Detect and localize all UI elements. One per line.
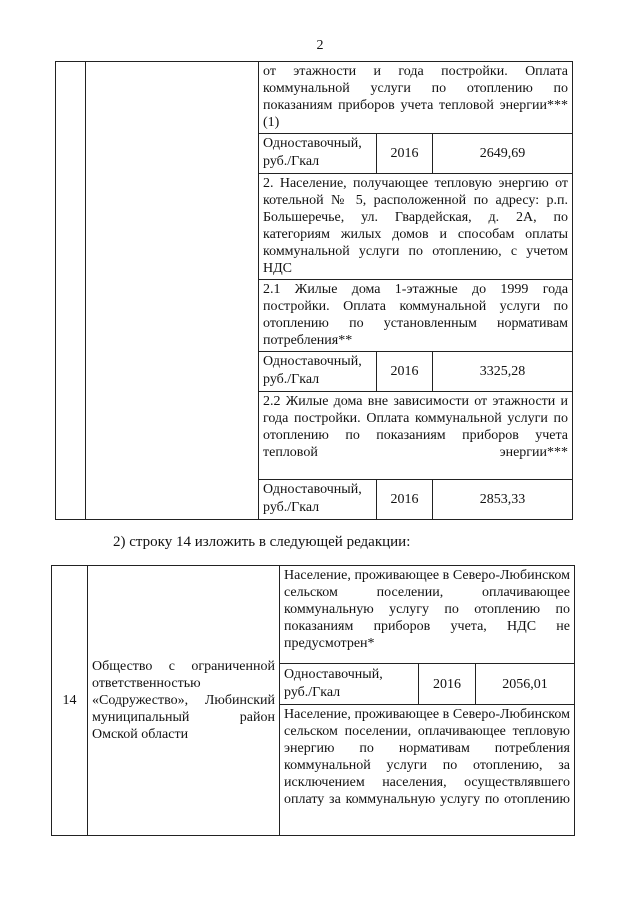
page-number: 2: [316, 38, 324, 53]
tariff-table-continued: [55, 61, 573, 520]
tariff-unit: Одноставочный, руб./Гкал: [259, 480, 377, 520]
tariff-table-row-14: [51, 565, 575, 836]
amendment-instruction: 2) строку 14 изложить в следующей редакции:: [113, 534, 411, 550]
tariff-year: 2016: [377, 480, 433, 520]
tariff-value: 2056,01: [476, 664, 575, 705]
tariff-year: 2016: [377, 134, 433, 174]
category-text: 2.2 Жилые дома вне зависимости от этажности и года постройки. Оплата коммунальной услуги по отоплению по показаниям приборов учета тепловой энергии***: [259, 392, 573, 480]
tariff-value: 2853,33: [433, 480, 573, 520]
tariff-year: 2016: [377, 352, 433, 392]
tariff-value: 2649,69: [433, 134, 573, 174]
tariff-unit: Одноставочный, руб./Гкал: [280, 664, 419, 705]
category-text: Население, проживающее в Северо-Любинском сельском поселении, оплачивающее тепловую энергию по нормативам потребления коммунальной услуги по отоплению, за исключением населения, осуществлявшего оплату за коммунальную услугу по отоплению: [280, 705, 575, 836]
category-text: 2. Население, получающее тепловую энергию от котельной № 5, расположенной по адресу: р.п. Большеречье, ул. Гвардейская, д. 2А, по категориям жилых домов и способам оплаты коммунальной услуги по отоплению, с учетом НДС: [259, 174, 573, 280]
tariff-unit: Одноставочный, руб./Гкал: [259, 134, 377, 174]
organization-cell-empty: [86, 62, 259, 520]
number-cell-empty: [56, 62, 86, 520]
category-text: 2.1 Жилые дома 1-этажные до 1999 года постройки. Оплата коммунальной услуги по отоплению по установленным нормативам потребления**: [259, 280, 573, 352]
organization-name: Общество с ограниченной ответственностью «Содружество», Любинский муниципальный район Омской области: [88, 566, 280, 836]
category-text: Население, проживающее в Северо-Любинском сельском поселении, оплачивающее коммунальную услугу по отоплению по показаниям приборов учета, НДС не предусмотрен*: [280, 566, 575, 664]
tariff-year: 2016: [419, 664, 476, 705]
row-number: 14: [52, 566, 88, 836]
category-text: от этажности и года постройки. Оплата коммунальной услуги по отоплению по показаниям приборов учета тепловой энергии***(1): [259, 62, 573, 134]
tariff-unit: Одноставочный, руб./Гкал: [259, 352, 377, 392]
tariff-value: 3325,28: [433, 352, 573, 392]
